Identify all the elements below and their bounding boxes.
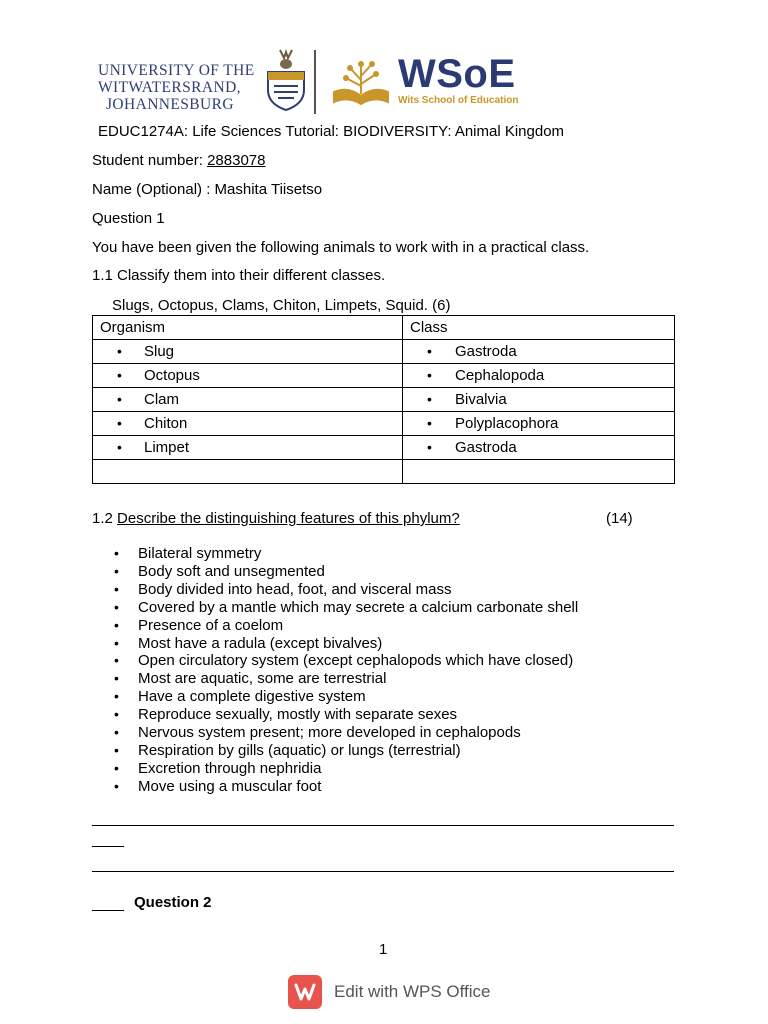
question-2-heading: Question 2 [134, 894, 212, 911]
answer-line [92, 871, 674, 872]
table-row-empty [93, 460, 675, 484]
organism-name: Clam [144, 391, 180, 408]
student-number-value: 2883078 [207, 152, 266, 169]
classification-table [92, 315, 675, 484]
class-cell: • Gastroda [403, 340, 675, 364]
list-item: • Most have a radula (except bivalves) [114, 635, 578, 653]
wsoe-logo-title: WSoE [398, 52, 516, 96]
animals-list-line: Slugs, Octopus, Clams, Chiton, Limpets, Squid. (6) [112, 297, 451, 314]
organism-name: Octopus [144, 367, 200, 384]
list-item: • Most are aquatic, some are terrestrial [114, 670, 578, 688]
class-name: Gastroda [455, 439, 517, 456]
document-title: EDUC1274A: Life Sciences Tutorial: BIODIVERSITY: Animal Kingdom [98, 123, 565, 140]
question-1-2-number: 1.2 [92, 510, 118, 527]
wits-crest-icon [264, 46, 308, 112]
table-row [93, 412, 675, 436]
list-item: • Have a complete digestive system [114, 688, 578, 706]
question-intro: You have been given the following animals to work with in a practical class. [92, 239, 590, 256]
answer-line [92, 910, 124, 911]
class-cell: • Gastroda [403, 436, 675, 460]
name-line: Name (Optional) : Mashita Tiisetso [92, 181, 323, 198]
list-item: • Open circulatory system (except cephalopods which have closed) [114, 652, 578, 670]
table-row [93, 364, 675, 388]
university-line-2: WITWATERSRAND, [98, 79, 241, 96]
answer-line [92, 846, 124, 847]
page-number: 1 [379, 941, 388, 958]
class-cell: • Bivalvia [403, 388, 675, 412]
list-item: • Presence of a coelom [114, 617, 578, 635]
answer-line [92, 825, 674, 826]
question-1-heading: Question 1 [92, 210, 165, 227]
empty-cell [93, 460, 403, 484]
list-item: • Covered by a mantle which may secrete a calcium carbonate shell [114, 599, 578, 617]
table-row [93, 436, 675, 460]
student-number-line [92, 152, 265, 170]
empty-cell [403, 460, 675, 484]
table-row [93, 340, 675, 364]
student-number-label: Student number: [92, 152, 208, 169]
class-name: Cephalopoda [455, 367, 545, 384]
list-item: • Reproduce sexually, mostly with separate sexes [114, 706, 578, 724]
organism-cell: • Slug [93, 340, 403, 364]
university-line-3: JOHANNESBURG [106, 96, 234, 113]
list-item: • Nervous system present; more developed in cephalopods [114, 724, 578, 742]
class-name: Bivalvia [455, 391, 507, 408]
table-header-class: Class [403, 316, 675, 340]
question-1-2 [92, 510, 460, 528]
list-item: • Body divided into head, foot, and visceral mass [114, 581, 578, 599]
list-item: • Body soft and unsegmented [114, 563, 578, 581]
wps-logo-icon[interactable] [288, 975, 322, 1009]
university-line-1: UNIVERSITY OF THE [98, 62, 255, 79]
list-item: • Move using a muscular foot [114, 778, 578, 796]
table-header-row [93, 316, 675, 340]
organism-name: Limpet [144, 439, 190, 456]
organism-name: Chiton [144, 415, 188, 432]
edit-with-wps-link[interactable]: Edit with WPS Office [334, 982, 491, 1001]
wits-university-logo [98, 62, 268, 113]
class-name: Gastroda [455, 343, 517, 360]
organism-cell: • Clam [93, 388, 403, 412]
organism-cell: • Octopus [93, 364, 403, 388]
question-1-1: 1.1 Classify them into their different classes. [92, 267, 386, 284]
list-item: • Excretion through nephridia [114, 760, 578, 778]
class-name: Polyplacophora [455, 415, 559, 432]
logo-divider [314, 50, 316, 114]
question-1-2-marks: (14) [606, 510, 633, 527]
class-cell: • Cephalopoda [403, 364, 675, 388]
organism-cell: • Limpet [93, 436, 403, 460]
open-book-tree-icon [330, 56, 392, 108]
table-row [93, 388, 675, 412]
organism-cell: • Chiton [93, 412, 403, 436]
list-item: • Respiration by gills (aquatic) or lungs (terrestrial) [114, 742, 578, 760]
question-1-2-text: Describe the distinguishing features of this phylum? [117, 510, 460, 527]
list-item: • Bilateral symmetry [114, 545, 578, 563]
organism-name: Slug [144, 343, 175, 360]
table-header-organism: Organism [93, 316, 403, 340]
wsoe-logo-subtitle: Wits School of Education [398, 95, 519, 106]
phylum-features-list [114, 545, 578, 796]
class-cell: • Polyplacophora [403, 412, 675, 436]
